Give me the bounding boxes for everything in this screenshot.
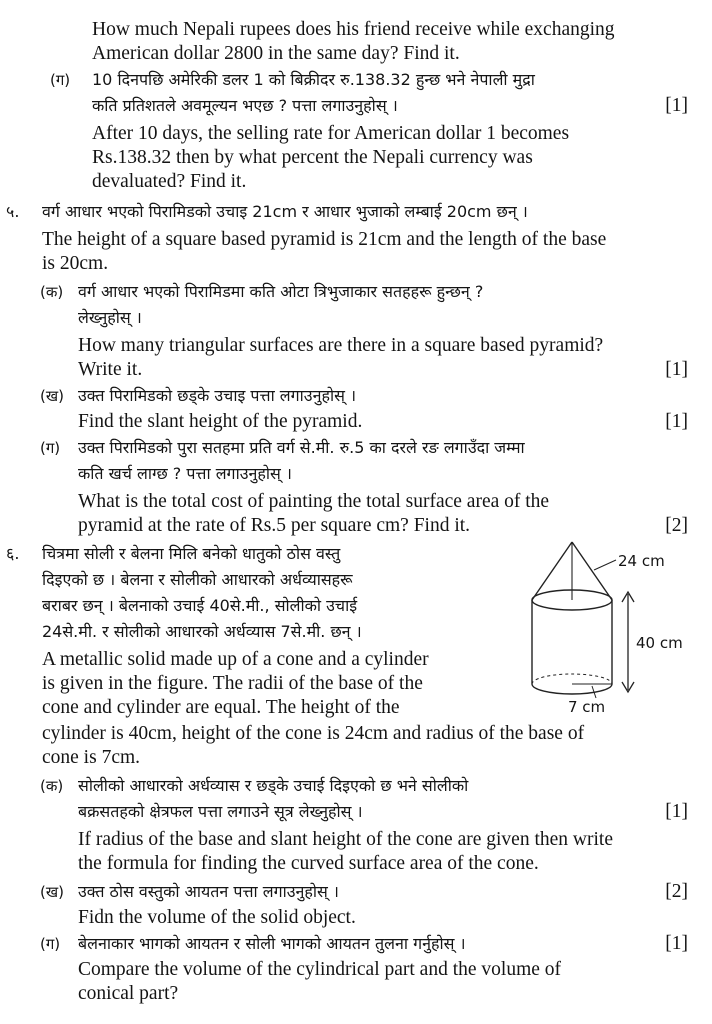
q5a-english-line-1: How many triangular surfaces are there in a square based pyramid? (78, 335, 604, 356)
q6a-marks: [1] (665, 801, 688, 822)
q4c-english-line-3: devaluated? Find it. (92, 171, 247, 192)
q5b-number: (ख) (40, 387, 64, 405)
q5a-english-line-2: Write it. (78, 359, 143, 380)
q6a-english-line-1: If radius of the base and slant height of the cone are given then write (78, 829, 613, 850)
q6c-number: (ग) (40, 935, 61, 953)
q6b-nepali: उक्त ठोस वस्तुको आयतन पत्ता लगाउनुहोस् । (78, 882, 339, 901)
q5a-marks: [1] (665, 359, 688, 380)
q5a-number: (क) (40, 283, 64, 301)
q5-nepali-stem: वर्ग आधार भएको पिरामिडको उचाइ 21cm र आधार भुजाको लम्बाई 20cm छन् । (42, 202, 528, 221)
q6-english-line-4: cylinder is 40cm, height of the cone is 24cm and radius of the base of (42, 723, 585, 744)
q5b-marks: [1] (665, 411, 688, 432)
q6c-english-line-1: Compare the volume of the cylindrical part and the volume of (78, 959, 562, 980)
q5c-english-line-2: pyramid at the rate of Rs.5 per square cm? Find it. (78, 515, 471, 536)
q6-english-line-3: cone and cylinder are equal. The height of the (42, 697, 400, 718)
q6a-english-line-2: the formula for finding the curved surface area of the cone. (78, 853, 539, 874)
q5a-nepali-line-1: वर्ग आधार भएको पिरामिडमा कति ओटा त्रिभुजाकार सतहहरू हुन्छन् ? (78, 282, 484, 301)
q6-nepali-line-4: 24से.मी. र सोलीको आधारको अर्धव्यास 7से.मी. छन् । (42, 622, 362, 641)
q4c-marks: [1] (665, 95, 688, 116)
q5-english-line-1: The height of a square based pyramid is 21cm and the length of the base (42, 229, 607, 250)
q6c-nepali: बेलनाकार भागको आयतन र सोली भागको आयतन तुलना गर्नुहोस् । (78, 934, 466, 953)
q5b-nepali: उक्त पिरामिडको छड्के उचाइ पत्ता लगाउनुहोस् । (78, 386, 357, 405)
q4c-nepali-line-1: 10 दिनपछि अमेरिकी डलर 1 को बिक्रीदर रु.138.32 हुन्छ भने नेपाली मुद्रा (92, 70, 535, 89)
q6-nepali-line-3: बराबर छन् । बेलनाको उचाई 40से.मी., सोलीको उचाई (42, 596, 358, 615)
q5a-nepali-line-2: लेख्नुहोस् । (78, 308, 142, 327)
cylinder-bottom-back (532, 674, 612, 684)
cone-height-pointer (594, 560, 616, 570)
q4c-number: (ग) (50, 71, 71, 89)
q5b-english: Find the slant height of the pyramid. (78, 411, 363, 432)
cone-cylinder-figure (528, 540, 708, 720)
q5c-english-line-1: What is the total cost of painting the total surface area of the (78, 491, 550, 512)
q4c-english-line-2: Rs.138.32 then by what percent the Nepali currency was (92, 147, 533, 168)
q6c-english-line-2: conical part? (78, 983, 179, 1004)
q6a-number: (क) (40, 777, 64, 795)
q6b-english: Fidn the volume of the solid object. (78, 907, 356, 928)
q5-number: ५. (6, 202, 20, 221)
q6b-marks: [2] (665, 881, 688, 902)
q6b-number: (ख) (40, 883, 64, 901)
q4c-nepali-line-2: कति प्रतिशतले अवमूल्यन भएछ ? पत्ता लगाउनुहोस् । (92, 96, 398, 115)
q6-number: ६. (6, 544, 20, 563)
q5c-number: (ग) (40, 439, 61, 457)
q6c-marks: [1] (665, 933, 688, 954)
q4b-english-line-1: How much Nepali rupees does his friend receive while exchanging (92, 19, 615, 40)
q6-english-line-5: cone is 7cm. (42, 747, 141, 768)
q5c-marks: [2] (665, 515, 688, 536)
q4c-english-line-1: After 10 days, the selling rate for American dollar 1 becomes (92, 123, 570, 144)
q6a-nepali-line-1: सोलीको आधारको अर्धव्यास र छड्के उचाई दिइएको छ भने सोलीको (78, 776, 469, 795)
q6-english-line-1: A metallic solid made up of a cone and a cylinder (42, 649, 429, 670)
q6a-nepali-line-2: बक्रसतहको क्षेत्रफल पत्ता लगाउने सूत्र लेख्नुहोस् । (78, 802, 363, 821)
radius-label: 7 cm (568, 698, 606, 716)
q6-english-line-2: is given in the figure. The radii of the base of the (42, 673, 423, 694)
q5c-nepali-line-2: कति खर्च लाग्छ ? पत्ता लगाउनुहोस् । (78, 464, 292, 483)
cylinder-bottom-front (532, 684, 612, 694)
q6-nepali-line-1: चित्रमा सोली र बेलना मिलि बनेको धातुको ठोस वस्तु (42, 544, 341, 563)
cone-cylinder-diagram (528, 540, 708, 720)
cone-height-label: 24 cm (618, 552, 665, 570)
q6-nepali-line-2: दिइएको छ । बेलना र सोलीको आधारको अर्धव्यासहरू (42, 570, 353, 589)
q4b-english-line-2: American dollar 2800 in the same day? Find it. (92, 43, 460, 64)
q5c-nepali-line-1: उक्त पिरामिडको पुरा सतहमा प्रति वर्ग से.मी. रु.5 का दरले रङ लगाउँदा जम्मा (78, 438, 525, 457)
q5-english-line-2: is 20cm. (42, 253, 109, 274)
cylinder-height-label: 40 cm (636, 634, 683, 652)
